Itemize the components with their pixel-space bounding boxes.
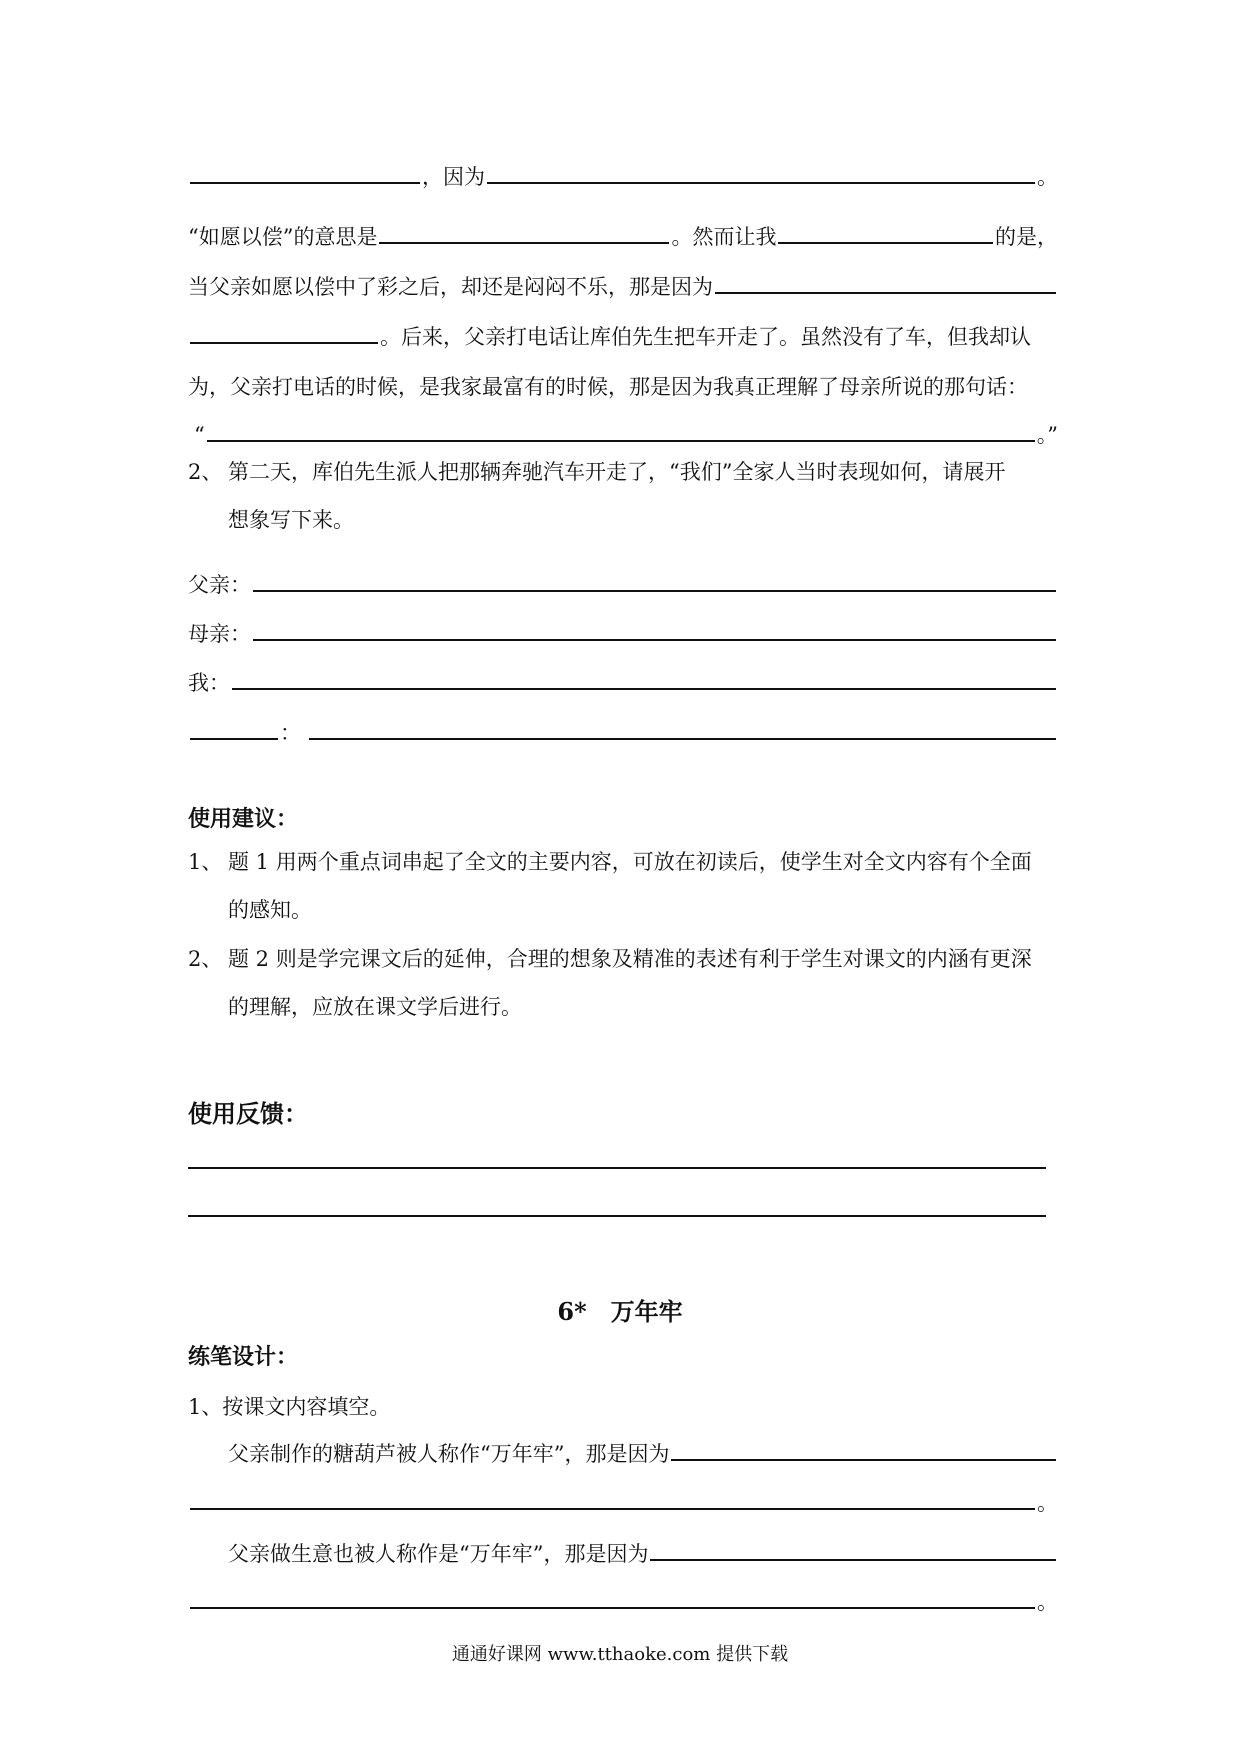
fill-line-2 [188,200,1058,248]
open-quote: “ [194,423,205,447]
feedback-line-1[interactable] [188,1167,1046,1169]
line-text: 父亲制作的糖葫芦被人称作“万年牢”，那是因为 [228,1442,670,1466]
period: 。 [1037,165,1058,189]
fill-line-business [188,1517,1058,1565]
fill-line-1 [188,140,1058,188]
answer-blank[interactable] [715,291,1056,294]
other-line [188,696,1058,744]
suggestions-heading: 使用建议： [188,806,299,832]
answer-blank[interactable] [232,687,1056,690]
answer-blank[interactable] [190,1606,1035,1609]
suggestion-item-1 [188,838,1058,934]
answer-blank[interactable] [671,1458,1056,1461]
answer-blank[interactable] [190,341,378,344]
page-footer: 通通好课网 www.tthaoke.com 提供下载 [451,1644,789,1665]
fill-line-candied-haws [188,1417,1058,1465]
task-text: 1、按课文内容填空。 [188,1395,391,1419]
line-text: “如愿以偿”的意思是 [188,225,378,249]
father-label: 父亲： [188,573,251,597]
mother-label: 母亲： [188,622,251,646]
item-number: 2、 [188,947,223,971]
answer-blank[interactable] [487,181,1035,184]
because-text: ，因为 [422,165,485,189]
item-text: 题 1 用两个重点词串起了全文的主要内容，可放在初读后，使学生对全文内容有个全面 [228,850,1032,874]
feedback-heading: 使用反馈： [188,1099,308,1128]
line-text: 当父亲如愿以偿中了彩之后，却还是闷闷不乐，那是因为 [188,275,713,299]
lesson-title: 6* 万年牢 [557,1297,683,1326]
fill-line-6 [188,398,1058,446]
line-text: 父亲做生意也被人称作是“万年牢”，那是因为 [228,1542,649,1566]
me-line [188,646,1058,694]
item-text-cont: 的感知。 [228,898,312,922]
line-text: 为，父亲打电话的时候，是我家最富有的时候，那是因为我真正理解了母亲所说的那句话： [188,375,1028,399]
feedback-line-2[interactable] [188,1215,1046,1217]
answer-blank[interactable] [190,181,420,184]
fill-line-candied-haws-cont [188,1466,1058,1514]
fill-line-business-cont [188,1565,1058,1613]
answer-blank[interactable] [253,589,1056,592]
mother-line [188,597,1058,645]
design-heading: 练笔设计： [188,1344,299,1370]
close-quote: 。” [1036,423,1058,447]
item-text-cont: 的理解，应放在课文学后进行。 [228,995,522,1019]
period: 。 [1037,1590,1058,1614]
line-text: 。后来，父亲打电话让库伯先生把车开走了。虽然没有了车，但我却认 [380,325,1031,349]
text-line-5 [188,350,1058,398]
item-number: 1、 [188,850,223,874]
line-text: 的是， [995,225,1058,249]
item-text: 题 2 则是学完课文后的延伸，合理的想象及精准的表述有利于学生对课文的内涵有更深 [228,947,1032,971]
answer-blank[interactable] [379,241,669,244]
me-label: 我： [188,671,230,695]
answer-blank[interactable] [190,1507,1035,1510]
period: 。 [1037,1491,1058,1515]
answer-blank[interactable] [309,737,1056,740]
answer-blank[interactable] [253,638,1056,641]
question-text: 第二天，库伯先生派人把那辆奔驰汽车开走了，“我们”全家人当时表现如何，请展开 [228,460,1006,484]
task-line [188,1370,1058,1418]
suggestion-item-2 [188,935,1058,1031]
answer-blank[interactable] [778,241,993,244]
fill-line-4 [188,300,1058,348]
line-text: 。然而让我 [671,225,777,249]
father-line [188,548,1058,596]
question-text-cont: 想象写下来。 [228,508,354,532]
answer-blank[interactable] [207,439,1035,442]
question-number: 2、 [188,460,223,484]
colon: ： [280,721,301,745]
answer-blank[interactable] [190,737,278,740]
answer-blank[interactable] [650,1558,1056,1561]
fill-line-3 [188,250,1058,298]
question-2 [188,448,1058,544]
